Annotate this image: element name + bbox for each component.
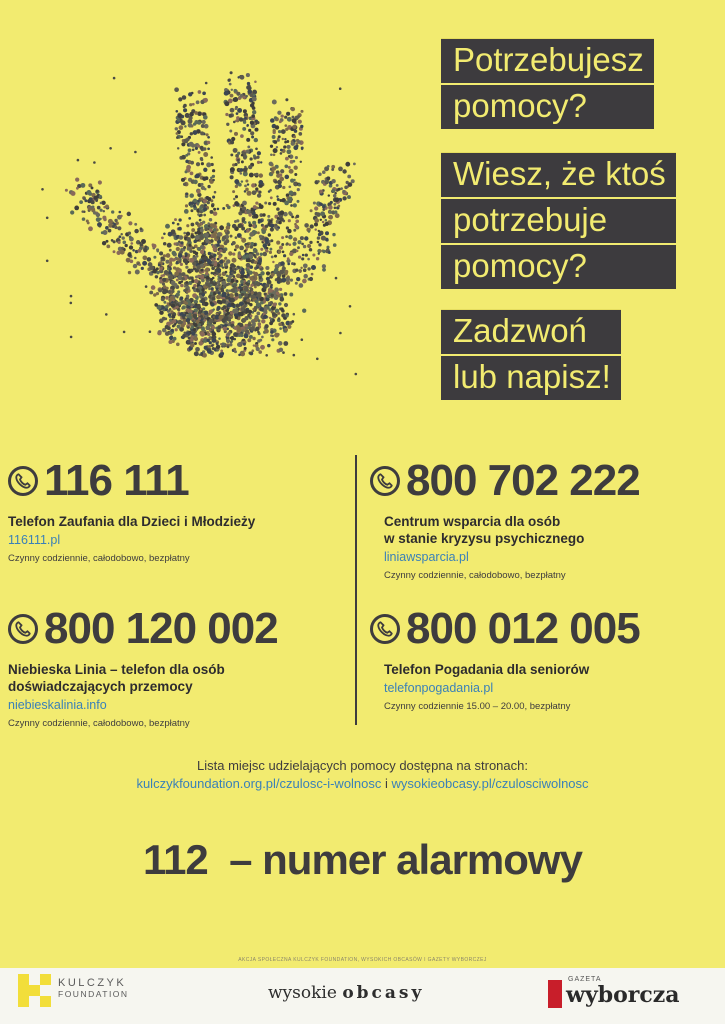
url-kulczyk[interactable]: kulczykfoundation.org.pl/czulosc-i-wolnosc	[136, 776, 382, 791]
headline-line: Potrzebujesz	[453, 41, 644, 78]
headline-line: pomocy?	[453, 247, 587, 284]
phone-hours: Czynny codziennie, całodobowo, bezpłatny	[384, 570, 566, 581]
help-list-urls	[0, 776, 725, 791]
kulczyk-foundation-wordmark: KULCZYK FOUNDATION	[58, 977, 129, 999]
url-wysokie-obcasy[interactable]: wysokieobcasy.pl/czulosciwolnosc	[391, 776, 589, 791]
phone-block-800120002	[8, 605, 353, 730]
phone-block-116111	[8, 457, 343, 565]
phone-title: Telefon Zaufania dla Dzieci i Młodzieży	[8, 514, 256, 529]
headline-line: lub napisz!	[453, 358, 611, 395]
phone-hours: Czynny codziennie 15.00 – 20.00, bezpłatny	[384, 701, 571, 712]
phone-number[interactable]: 800 120 002	[8, 605, 353, 653]
headline-line: pomocy?	[453, 87, 587, 124]
phone-number[interactable]: 800 012 005	[370, 605, 715, 653]
phone-hours: Czynny codziennie, całodobowo, bezpłatny	[8, 553, 190, 564]
headline-box-2	[441, 152, 676, 291]
phone-block-800012005	[370, 605, 715, 713]
phone-link[interactable]: liniawsparcia.pl	[384, 550, 469, 564]
phone-hours: Czynny codziennie, całodobowo, bezpłatny	[8, 718, 190, 729]
footer-logos: KULCZYK FOUNDATION wysokie obcasy GAZETA wyborcza	[0, 968, 725, 1024]
help-list-text	[0, 758, 725, 791]
alarm-number: 112 – numer alarmowy	[143, 836, 582, 883]
people-hand-illustration	[40, 40, 380, 400]
phone-link[interactable]: telefonpogadania.pl	[384, 681, 494, 695]
headline-line: potrzebuje	[453, 201, 608, 238]
phone-icon	[8, 614, 38, 644]
phone-link[interactable]: 116111.pl	[8, 533, 61, 547]
phone-number[interactable]: 800 702 222	[370, 457, 710, 505]
phone-title: Telefon Pogadania dla seniorów	[384, 662, 590, 677]
help-list-label: Lista miejsc udzielających pomocy dostępna na stronach:	[197, 758, 528, 773]
wysokie-obcasy-logo: wysokie obcasy	[268, 983, 425, 1003]
fine-print: AKCJA SPOŁECZNA KULCZYK FOUNDATION, WYSOKICH OBCASÓW I GAZETY WYBORCZEJ	[238, 957, 487, 963]
phone-icon	[370, 614, 400, 644]
phone-number[interactable]: 116 111	[8, 457, 343, 505]
headline-line: Wiesz, że ktoś	[453, 155, 666, 192]
phone-title: Niebieska Linia – telefon dla osób doświadczających przemocy	[8, 662, 225, 694]
phone-block-800702222	[370, 457, 710, 582]
phone-icon	[8, 466, 38, 496]
phone-title: Centrum wsparcia dla osób w stanie kryzysu psychicznego	[384, 514, 585, 546]
column-divider	[355, 455, 357, 725]
headline-line: Zadzwoń	[453, 312, 587, 349]
phone-icon	[370, 466, 400, 496]
headline-box-3	[441, 309, 621, 402]
kulczyk-logo	[18, 974, 52, 1008]
headline-box-1	[441, 38, 654, 131]
phone-link[interactable]: niebieskalinia.info	[8, 698, 107, 712]
url-separator: i	[381, 776, 392, 791]
